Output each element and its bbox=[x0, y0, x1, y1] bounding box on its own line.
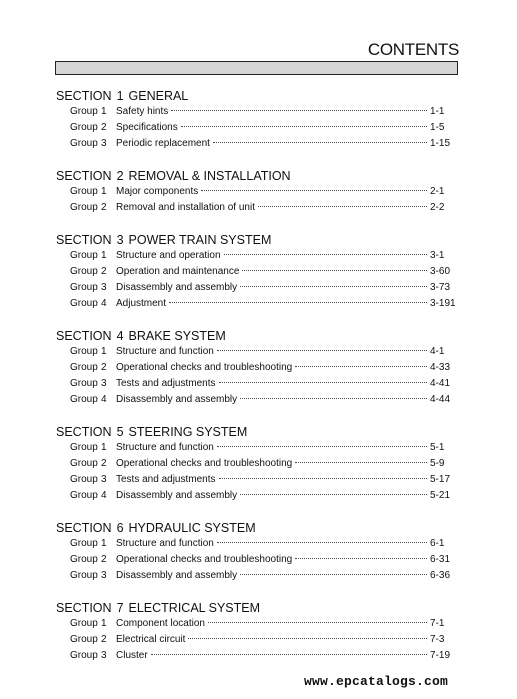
group-number: 1 bbox=[101, 106, 107, 117]
section-label: SECTION bbox=[56, 425, 112, 439]
group-title: Operational checks and troubleshooting bbox=[116, 458, 293, 469]
toc-entry[interactable] bbox=[56, 616, 456, 632]
group-label: Group bbox=[70, 266, 98, 277]
group-title: Periodic replacement bbox=[116, 138, 210, 149]
dot-leader bbox=[217, 350, 427, 351]
group-label: Group bbox=[70, 618, 98, 629]
group-number: 2 bbox=[101, 634, 107, 645]
toc-section bbox=[56, 232, 456, 312]
page-number: 7-19 bbox=[430, 650, 451, 661]
section-number: 1 bbox=[116, 89, 124, 103]
group-title: Operational checks and troubleshooting bbox=[116, 362, 293, 373]
group-title: Cluster bbox=[116, 650, 148, 661]
group-label: Group bbox=[70, 122, 98, 133]
section-title: BRAKE SYSTEM bbox=[128, 329, 226, 343]
toc-section bbox=[56, 168, 456, 216]
group-number: 1 bbox=[101, 618, 107, 629]
toc-entry[interactable] bbox=[56, 200, 456, 216]
dot-leader bbox=[151, 654, 427, 655]
section-label: SECTION bbox=[56, 521, 112, 535]
page-number: 3-73 bbox=[430, 282, 451, 293]
group-title: Major components bbox=[116, 186, 199, 197]
dot-leader bbox=[219, 478, 428, 479]
dot-leader bbox=[188, 638, 427, 639]
toc-entry[interactable] bbox=[56, 104, 456, 120]
section-title: REMOVAL & INSTALLATION bbox=[128, 169, 291, 183]
group-title: Tests and adjustments bbox=[116, 378, 216, 389]
group-title: Structure and function bbox=[116, 346, 214, 357]
group-label: Group bbox=[70, 538, 98, 549]
toc-entry[interactable] bbox=[56, 136, 456, 152]
dot-leader bbox=[201, 190, 427, 191]
footer-url: www.epcatalogs.com bbox=[304, 674, 449, 689]
group-title: Structure and function bbox=[116, 442, 214, 453]
dot-leader bbox=[181, 126, 427, 127]
dot-leader bbox=[240, 286, 427, 287]
group-label: Group bbox=[70, 554, 98, 565]
toc-entry[interactable] bbox=[56, 264, 456, 280]
group-title: Safety hints bbox=[116, 106, 169, 117]
group-title: Disassembly and assembly bbox=[116, 282, 238, 293]
group-label: Group bbox=[70, 378, 98, 389]
group-title: Operation and maintenance bbox=[116, 266, 240, 277]
group-number: 3 bbox=[101, 570, 107, 581]
group-title: Disassembly and assembly bbox=[116, 394, 238, 405]
section-number: 6 bbox=[116, 521, 124, 535]
group-label: Group bbox=[70, 634, 98, 645]
section-number: 3 bbox=[116, 233, 124, 247]
toc-entry[interactable] bbox=[56, 632, 456, 648]
group-number: 1 bbox=[101, 442, 107, 453]
section-label: SECTION bbox=[56, 601, 112, 615]
dot-leader bbox=[219, 382, 428, 383]
toc-entry[interactable] bbox=[56, 392, 456, 408]
toc-entry[interactable] bbox=[56, 344, 456, 360]
toc-entry[interactable] bbox=[56, 536, 456, 552]
page-number: 5-9 bbox=[430, 458, 445, 469]
page-number: 7-1 bbox=[430, 618, 445, 629]
page-number: 2-2 bbox=[430, 202, 445, 213]
section-label: SECTION bbox=[56, 329, 112, 343]
section-heading bbox=[56, 600, 456, 616]
page-number: 3-1 bbox=[430, 250, 445, 261]
section-number: 5 bbox=[116, 425, 124, 439]
page-number: 3-191 bbox=[430, 298, 456, 309]
section-title: STEERING SYSTEM bbox=[128, 425, 248, 439]
toc-section bbox=[56, 328, 456, 408]
dot-leader bbox=[208, 622, 427, 623]
group-number: 1 bbox=[101, 538, 107, 549]
section-heading bbox=[56, 424, 456, 440]
page-number: 3-60 bbox=[430, 266, 451, 277]
toc-section bbox=[56, 424, 456, 504]
group-title: Structure and operation bbox=[116, 250, 221, 261]
toc-section bbox=[56, 88, 456, 152]
section-heading bbox=[56, 328, 456, 344]
group-label: Group bbox=[70, 186, 98, 197]
page-number: 7-3 bbox=[430, 634, 445, 645]
section-title: POWER TRAIN SYSTEM bbox=[128, 233, 272, 247]
dot-leader bbox=[240, 574, 427, 575]
table-of-contents bbox=[56, 88, 456, 664]
toc-entry[interactable] bbox=[56, 440, 456, 456]
section-heading bbox=[56, 168, 456, 184]
group-number: 3 bbox=[101, 282, 107, 293]
group-label: Group bbox=[70, 202, 98, 213]
group-label: Group bbox=[70, 458, 98, 469]
group-label: Group bbox=[70, 138, 98, 149]
group-title: Disassembly and assembly bbox=[116, 570, 238, 581]
section-title: GENERAL bbox=[128, 89, 189, 103]
group-number: 3 bbox=[101, 378, 107, 389]
page-number: 4-1 bbox=[430, 346, 445, 357]
page-number: 5-17 bbox=[430, 474, 451, 485]
toc-entry[interactable] bbox=[56, 568, 456, 584]
toc-section bbox=[56, 600, 456, 664]
title-bar bbox=[55, 61, 458, 75]
group-title: Tests and adjustments bbox=[116, 474, 216, 485]
section-label: SECTION bbox=[56, 233, 112, 247]
dot-leader bbox=[240, 494, 427, 495]
section-number: 2 bbox=[116, 169, 124, 183]
group-label: Group bbox=[70, 362, 98, 373]
toc-section bbox=[56, 520, 456, 584]
toc-entry[interactable] bbox=[56, 472, 456, 488]
group-number: 1 bbox=[101, 346, 107, 357]
group-label: Group bbox=[70, 282, 98, 293]
group-label: Group bbox=[70, 346, 98, 357]
page-number: 6-31 bbox=[430, 554, 451, 565]
section-heading bbox=[56, 520, 456, 536]
group-label: Group bbox=[70, 474, 98, 485]
toc-entry[interactable] bbox=[56, 184, 456, 200]
toc-entry[interactable] bbox=[56, 456, 456, 472]
group-title: Specifications bbox=[116, 122, 178, 133]
toc-entry[interactable] bbox=[56, 376, 456, 392]
group-label: Group bbox=[70, 298, 98, 309]
page-number: 2-1 bbox=[430, 186, 445, 197]
section-title: HYDRAULIC SYSTEM bbox=[128, 521, 256, 535]
page-number: 6-1 bbox=[430, 538, 445, 549]
group-title: Removal and installation of unit bbox=[116, 202, 255, 213]
dot-leader bbox=[242, 270, 427, 271]
toc-entry[interactable] bbox=[56, 248, 456, 264]
group-label: Group bbox=[70, 106, 98, 117]
page-number: 4-41 bbox=[430, 378, 451, 389]
group-number: 2 bbox=[101, 266, 107, 277]
page-number: 1-15 bbox=[430, 138, 451, 149]
section-label: SECTION bbox=[56, 169, 112, 183]
toc-entry[interactable] bbox=[56, 552, 456, 568]
page-title: CONTENTS bbox=[367, 40, 459, 59]
section-label: SECTION bbox=[56, 89, 112, 103]
group-number: 4 bbox=[101, 490, 107, 501]
group-label: Group bbox=[70, 250, 98, 261]
group-label: Group bbox=[70, 650, 98, 661]
dot-leader bbox=[224, 254, 427, 255]
group-label: Group bbox=[70, 570, 98, 581]
section-heading bbox=[56, 88, 456, 104]
group-title: Disassembly and assembly bbox=[116, 490, 238, 501]
dot-leader bbox=[295, 558, 427, 559]
dot-leader bbox=[217, 542, 427, 543]
page-number: 5-1 bbox=[430, 442, 445, 453]
dot-leader bbox=[171, 110, 427, 111]
toc-entry[interactable] bbox=[56, 488, 456, 504]
dot-leader bbox=[295, 366, 427, 367]
dot-leader bbox=[217, 446, 427, 447]
group-number: 3 bbox=[101, 650, 107, 661]
toc-entry[interactable] bbox=[56, 360, 456, 376]
group-title: Structure and function bbox=[116, 538, 214, 549]
dot-leader bbox=[295, 462, 427, 463]
page-number: 6-36 bbox=[430, 570, 451, 581]
group-number: 1 bbox=[101, 186, 107, 197]
page-number: 1-5 bbox=[430, 122, 445, 133]
group-title: Operational checks and troubleshooting bbox=[116, 554, 293, 565]
page-number: 1-1 bbox=[430, 106, 445, 117]
group-title: Component location bbox=[116, 618, 205, 629]
dot-leader bbox=[213, 142, 427, 143]
group-label: Group bbox=[70, 490, 98, 501]
dot-leader bbox=[240, 398, 427, 399]
section-number: 7 bbox=[116, 601, 124, 615]
group-title: Electrical circuit bbox=[116, 634, 186, 645]
section-title: ELECTRICAL SYSTEM bbox=[128, 601, 261, 615]
section-heading bbox=[56, 232, 456, 248]
group-label: Group bbox=[70, 394, 98, 405]
group-number: 2 bbox=[101, 554, 107, 565]
group-label: Group bbox=[70, 442, 98, 453]
group-number: 3 bbox=[101, 474, 107, 485]
page-number: 4-44 bbox=[430, 394, 451, 405]
toc-entry[interactable] bbox=[56, 296, 456, 312]
page-number: 4-33 bbox=[430, 362, 451, 373]
group-number: 4 bbox=[101, 394, 107, 405]
group-title: Adjustment bbox=[116, 298, 167, 309]
section-number: 4 bbox=[116, 329, 124, 343]
dot-leader bbox=[169, 302, 427, 303]
group-number: 2 bbox=[101, 202, 107, 213]
group-number: 4 bbox=[101, 298, 107, 309]
dot-leader bbox=[258, 206, 427, 207]
page-number: 5-21 bbox=[430, 490, 451, 501]
group-number: 1 bbox=[101, 250, 107, 261]
toc-entry[interactable] bbox=[56, 280, 456, 296]
group-number: 2 bbox=[101, 362, 107, 373]
toc-entry[interactable] bbox=[56, 648, 456, 664]
group-number: 3 bbox=[101, 138, 107, 149]
group-number: 2 bbox=[101, 458, 107, 469]
group-number: 2 bbox=[101, 122, 107, 133]
toc-entry[interactable] bbox=[56, 120, 456, 136]
